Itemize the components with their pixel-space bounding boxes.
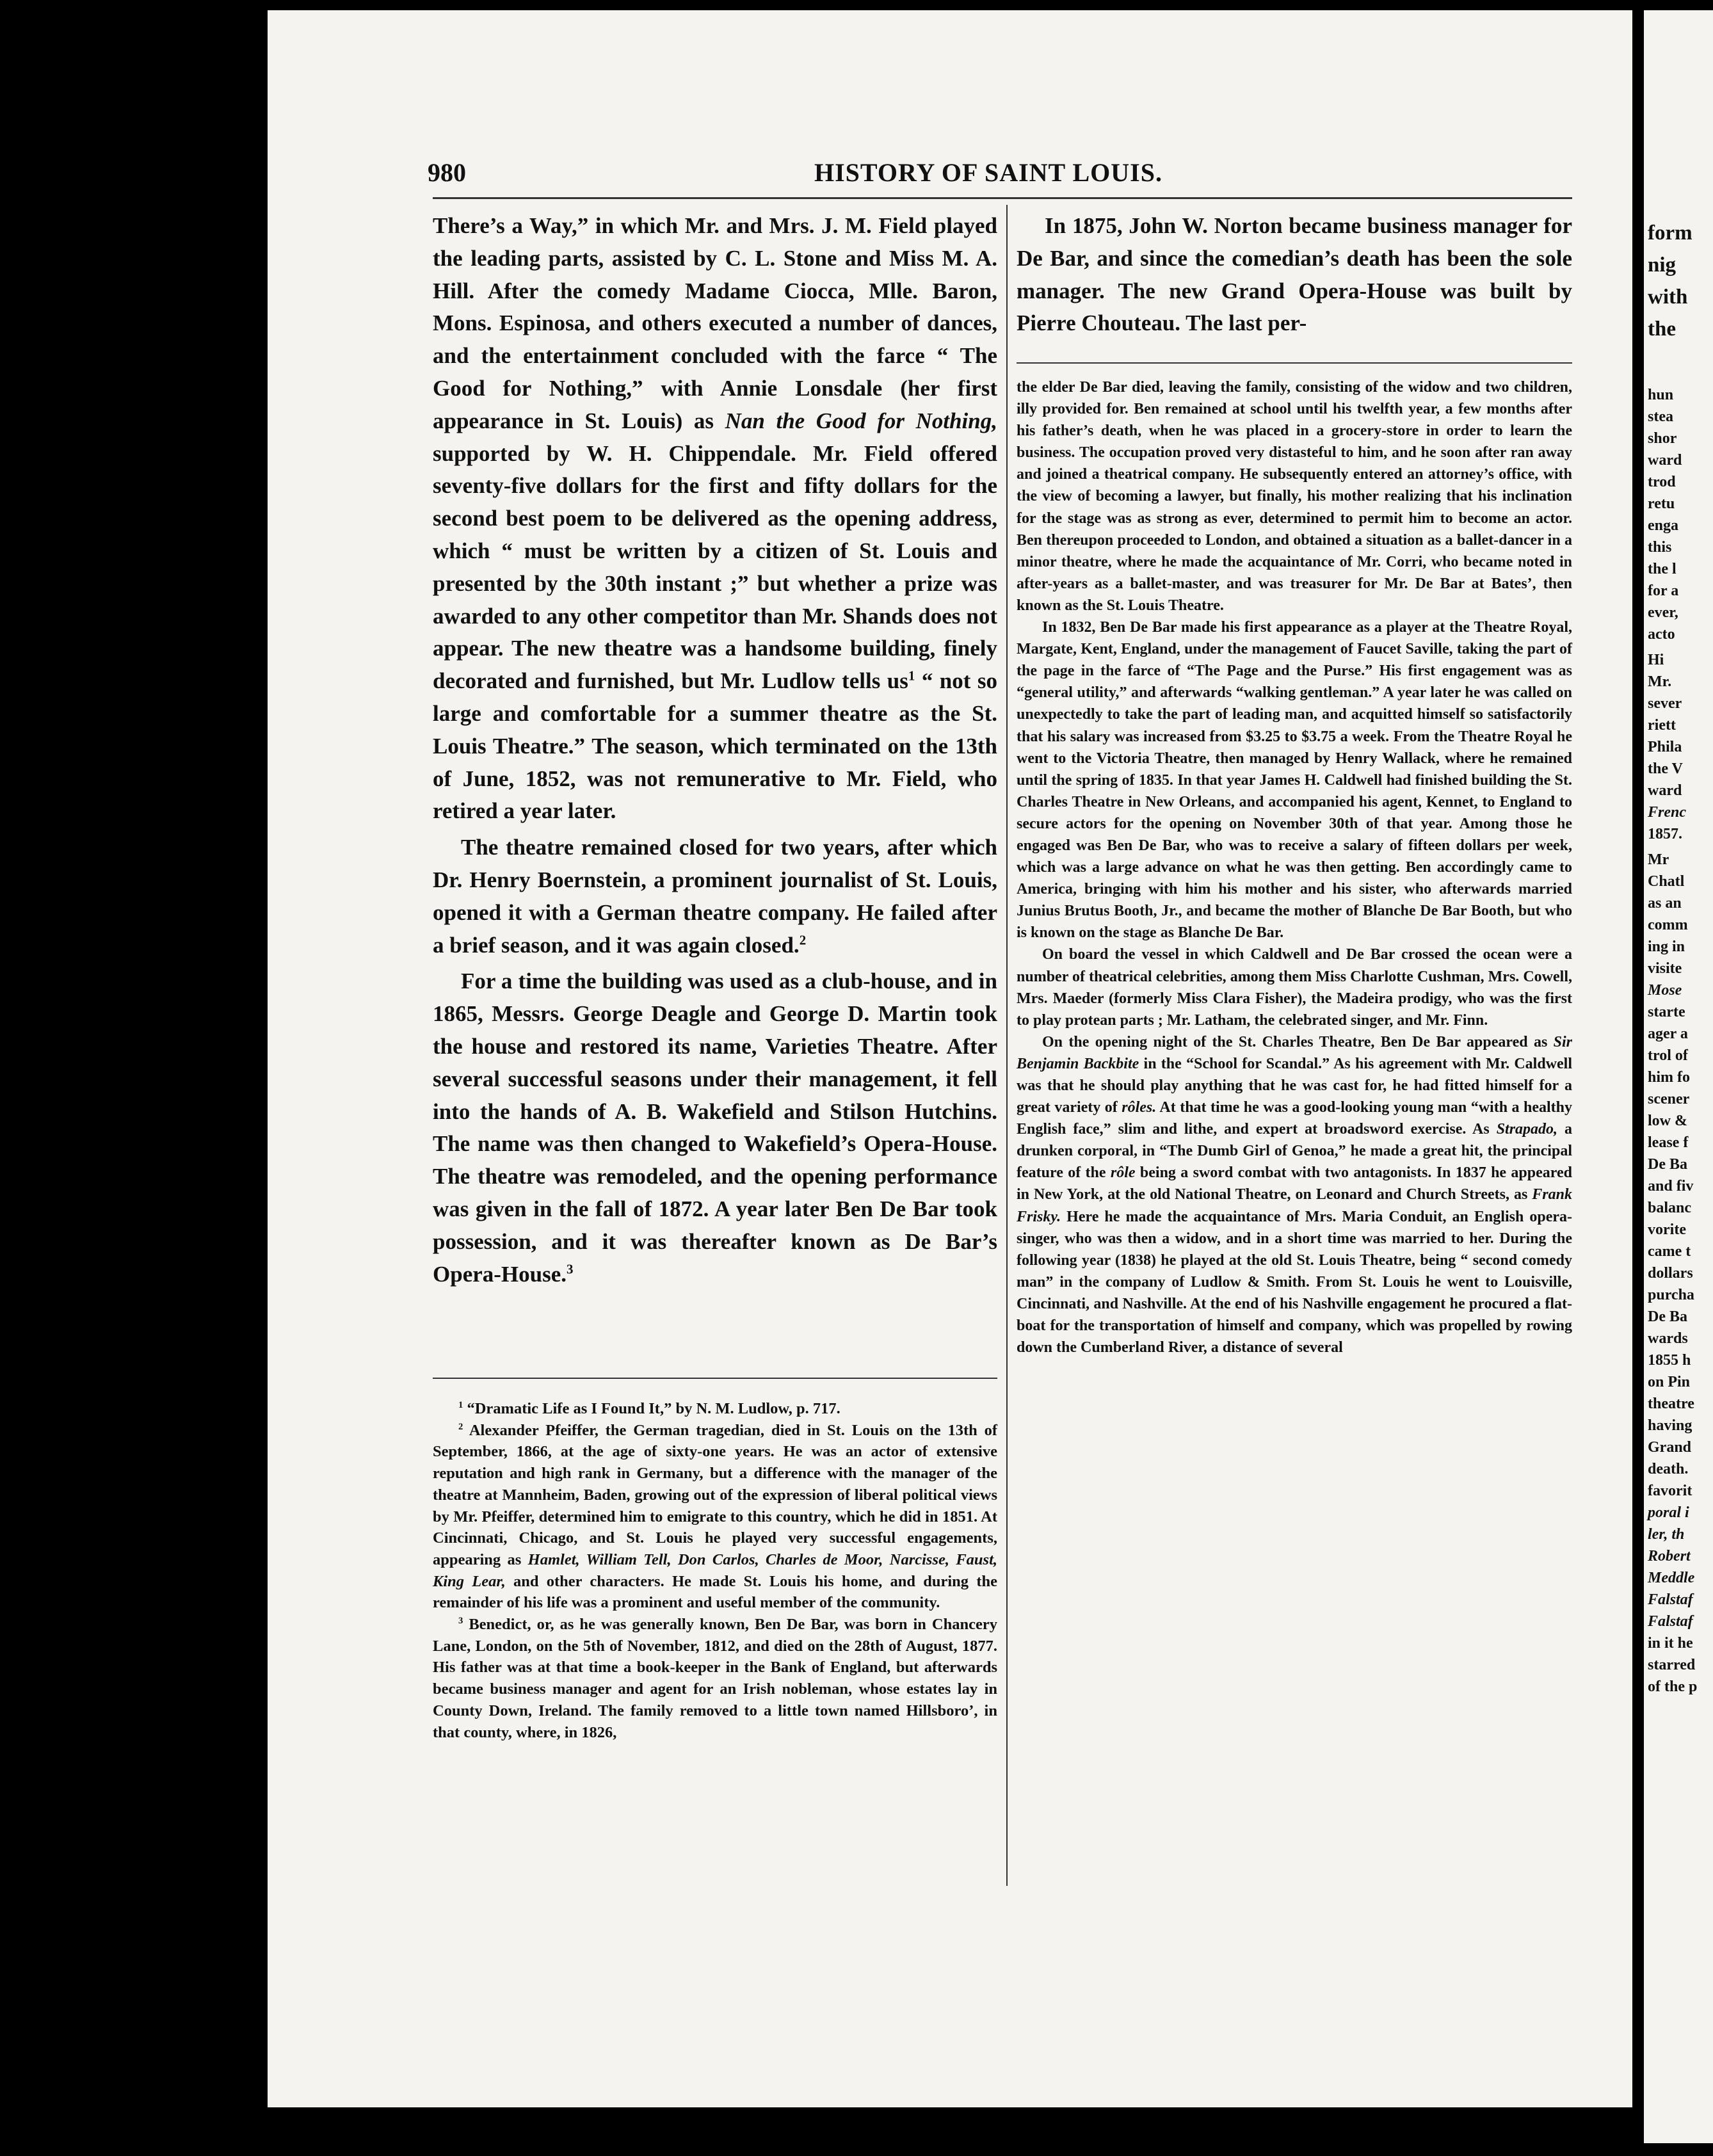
next-page-fragment: ler, th: [1648, 1526, 1685, 1543]
italic-title: Nan the Good for Nothing,: [725, 408, 997, 433]
next-page-fragment: the V: [1648, 760, 1683, 777]
next-page-fragment: Robert: [1648, 1548, 1691, 1565]
footnote-reference: 1: [908, 668, 915, 684]
footnotes-left: [433, 1398, 997, 1743]
next-page-fragment: poral i: [1648, 1504, 1689, 1521]
footnote-mark: 3: [458, 1615, 463, 1626]
text-run: a drunken corporal, in “The Dumb Girl of Genoa,” he made a great hit, the principal feature of the: [1017, 1121, 1573, 1182]
next-page-fragment: Mr.: [1648, 673, 1672, 690]
next-page-fragment: Grand: [1648, 1439, 1692, 1456]
italic-roles: Hamlet, William Tell, Don Carlos, Charles de Moor, Narcisse, Faust, King Lear,: [433, 1550, 998, 1590]
next-page-fragment: Phila: [1648, 739, 1682, 755]
next-page-fragment: theatre: [1648, 1396, 1694, 1412]
right-column-text: [1017, 210, 1572, 340]
paragraph: In 1832, Ben De Bar made his first appearance as a player at the Theatre Royal, Margate, Kent, England, under the management of Faucet Saville, taking the part of the page in the farce of “The Page and the Purse.” His first engagement was as “general utility,” and afterwards “walking gentleman.” A year later he was called on unexpectedly to take the part of leading man, and acquitted himself so satisfactorily that his salary was increased from $3.25 to $3.75 a week. From the Theatre Royal he went to the Victoria Theatre, then managed by Henry Wallack, where he remained until the spring of 1835. In that year James H. Caldwell had finished building the St. Charles Theatre in New Orleans, and accompanied his agent, Kennet, to England to secure actors for the opening on November 30th of that year. Among those he engaged was Ben De Bar, who was to receive a salary of fifteen dollars per week, which was a large advance on what he was then getting. Ben accordingly came to America, bringing with him his mother and his sister, who afterwards married Junius Brutus Booth, Jr., and became the mother of Blanche De Bar Booth, but who is known on the stage as Blanche De Bar.: [1017, 619, 1572, 942]
running-head: HISTORY OF SAINT LOUIS.: [814, 158, 1162, 187]
next-page-fragment: Chatl: [1648, 873, 1685, 890]
next-page-fragment: sever: [1648, 695, 1682, 712]
paragraph: In 1875, John W. Norton became business manager for De Bar, and since the comedian’s death has been the sole manager. The new Grand Opera-House was built by Pierre Chouteau. The last per-: [1017, 213, 1572, 336]
footnote-continuation: [1017, 376, 1572, 1358]
next-page-fragment: 1855 h: [1648, 1352, 1691, 1369]
next-page-fragment: Mose: [1648, 982, 1682, 999]
footnote-2: [433, 1420, 997, 1614]
text-run: For a time the building was used as a club-house, and in 1865, Messrs. George Deagle and George D. Martin took the house and restored its name, Varieties Theatre. After several successful seasons under their management, it fell into the hands of A. B. Wakefield and Stilson Hutchins. The name was then changed to Wakefield’s Opera-House. The theatre was remodeled, and the opening performance was given in the fall of 1872. A year later Ben De Bar took possession, and it was thereafter known as De Bar’s Opera-House.: [433, 969, 997, 1287]
next-page-fragment: trol of: [1648, 1047, 1688, 1064]
next-page-fragment: nig: [1648, 253, 1677, 277]
next-page-fragment: Falstaf: [1648, 1613, 1693, 1630]
next-page-fragment: purcha: [1648, 1287, 1694, 1303]
text-run: “Dramatic Life as I Found It,” by N. M. Ludlow, p. 717.: [463, 1400, 840, 1417]
paragraph: [433, 965, 997, 1291]
next-page-fragment: vorite: [1648, 1221, 1686, 1238]
next-page-fragment: with: [1648, 286, 1688, 309]
next-page-fragment: 1857.: [1648, 826, 1682, 842]
next-page-fragment: hun: [1648, 387, 1674, 403]
next-page-fragment: starte: [1648, 1004, 1685, 1020]
next-page-fragment: death.: [1648, 1461, 1689, 1477]
footnote-mark: 2: [458, 1421, 463, 1432]
next-page-fragment: the l: [1648, 561, 1677, 577]
next-page-fragment: on Pin: [1648, 1374, 1691, 1390]
paragraph: [433, 210, 997, 828]
next-page-fragment: shor: [1648, 430, 1677, 447]
next-page-fragment: riett: [1648, 717, 1676, 734]
next-page-fragment: ever,: [1648, 604, 1678, 621]
next-page-fragment: the: [1648, 318, 1676, 341]
next-page-fragment: starred: [1648, 1657, 1696, 1673]
next-page-fragment: visite: [1648, 960, 1682, 977]
text-run: Benedict, or, as he was generally known, Ben De Bar, was born in Chancery Lane, London, on the 5th of November, 1812, and died on the 28th of August, 1877. His father was at that time a book-keeper in the Bank of England, but afterwards became business manager and agent for an Irish nobleman, whose estates lay in County Down, Ireland. The family removed to a little town named Hillsboro’, in that county, where, in 1826,: [433, 1616, 997, 1741]
text-run: being a sword combat with two antagonists. In 1837 he appeared in New York, at the old National Theatre, on Leonard and Church Streets, as: [1017, 1164, 1572, 1203]
text-run: supported by W. H. Chippendale. Mr. Field offered seventy-five dollars for the first and fifty dollars for the second best poem to be delivered as the opening address, which “ must be written by a citizen of St. Louis and presented by the 30th instant ;” but whether a prize was awarded to any other competitor than Mr. Shands does not appear. The new theatre was a handsome building, finely decorated and furnished, but Mr. Ludlow tells us: [433, 440, 997, 694]
text-run: At that time he was a good-looking young man “with a healthy English face,” slim and lithe, and expert at broadsword exercise. As: [1017, 1099, 1572, 1138]
text-run: Alexander Pfeiffer, the German tragedian, died in St. Louis on the 13th of September, 1866, at the age of sixty-one years. He was an actor of extensive reputation and high rank in Germany, but a difference with the manager of the theatre at Mannheim, Baden, growing out of the expression of liberal political views by Mr. Pfeiffer, determined him to emigrate to this country, which he did in 1851. At Cincinnati, Chicago, and St. Louis he played very successful engagements, appearing as: [433, 1421, 997, 1568]
next-page-fragment: for a: [1648, 583, 1679, 599]
next-page-fragment: De Ba: [1648, 1156, 1687, 1173]
paragraph: the elder De Bar died, leaving the family, consisting of the widow and two children, illy provided for. Ben remained at school until his twelfth year, a few months after his father’s death, when he was placed in a grocery-store in order to learn the business. The occupation proved very distasteful to him, and he soon after ran away and joined a theatrical company. He subsequently entered an attorney’s office, with the view of becoming a lawyer, but finally, his mother realizing that his inclination for the stage was as strong as ever, determined to permit him to become an actor. Ben thereupon proceeded to London, and obtained a situation as a ballet-dancer in a minor theatre, where he made the acquaintance of Mr. Corri, who became noted in after-years as a ballet-master, and was treasurer for Mr. De Bar at Bates’, then known as the St. Louis Theatre.: [1017, 379, 1572, 614]
next-page-fragment: him fo: [1648, 1069, 1690, 1086]
next-page-fragment: stea: [1648, 408, 1673, 425]
footnote-reference: 3: [567, 1260, 574, 1276]
next-page-fragment: form: [1648, 221, 1693, 245]
footnote-rule-left: [433, 1378, 997, 1379]
next-page-fragment: ager a: [1648, 1026, 1688, 1042]
footnote-rule-right: [1017, 362, 1572, 364]
italic-role: Frank Frisky.: [1017, 1186, 1572, 1225]
footnote-3: [433, 1614, 997, 1743]
next-page-edge: [1644, 10, 1713, 2143]
page-number: 980: [428, 158, 466, 187]
footnote-reference: 2: [799, 931, 807, 947]
text-run: in the “School for Scandal.” As his agreement with Mr. Caldwell was that he should play anything that he was cast for, he had fitted himself for a great variety of: [1017, 1055, 1572, 1116]
next-page-fragment: having: [1648, 1417, 1693, 1434]
footnote-1: [433, 1398, 997, 1420]
column-divider: [1006, 205, 1008, 1886]
text-run: The theatre remained closed for two years, after which Dr. Henry Boernstein, a prominent journalist of St. Louis, opened it with a German theatre company. He failed after a brief season, and it was again closed.: [433, 835, 997, 958]
text-run: On the opening night of the St. Charles Theatre, Ben De Bar appeared as: [1042, 1033, 1554, 1050]
next-page-fragment: low &: [1648, 1113, 1687, 1129]
next-page-fragment: Meddle: [1648, 1570, 1695, 1586]
next-page-fragment: Hi: [1648, 652, 1664, 668]
italic-role: Sir Benjamin Backbite: [1017, 1033, 1572, 1072]
next-page-fragment: scener: [1648, 1091, 1690, 1107]
next-page-fragment: ing in: [1648, 938, 1685, 955]
next-page-fragment: trod: [1648, 474, 1676, 490]
next-page-fragment: Falstaf: [1648, 1591, 1693, 1608]
italic-word: rôle: [1110, 1164, 1136, 1182]
next-page-fragment: favorit: [1648, 1483, 1693, 1499]
next-page-fragment: this: [1648, 539, 1672, 556]
header-rule: [433, 197, 1572, 199]
next-page-fragment: Frenc: [1648, 804, 1686, 821]
next-page-fragment: dollars: [1648, 1265, 1693, 1282]
italic-word: rôles.: [1122, 1099, 1157, 1116]
next-page-fragment: lease f: [1648, 1134, 1689, 1151]
text-run: There’s a Way,” in which Mr. and Mrs. J. M. Field played the leading parts, assisted by C. L. Stone and Miss M. A. Hill. After the comedy Madame Ciocca, Mlle. Baron, Mons. Espinosa, and others executed a number of dances, and the entertainment concluded with the farce “ The Good for Nothing,” with Annie Lonsdale (her first appearance in St. Louis) as: [433, 213, 997, 433]
next-page-fragment: wards: [1648, 1330, 1688, 1347]
next-page-fragment: De Ba: [1648, 1308, 1687, 1325]
footnote-mark: 1: [458, 1399, 463, 1410]
next-page-fragment: acto: [1648, 626, 1675, 643]
next-page-fragment: Mr: [1648, 851, 1669, 868]
next-page-fragment: in it he: [1648, 1635, 1693, 1652]
text-run: “ not so large and comfortable for a summer theatre as the St. Louis Theatre.” The season, which terminated on the 13th of June, 1852, was not remunerative to Mr. Field, who retired a year later.: [433, 668, 997, 824]
next-page-fragment: ward: [1648, 452, 1682, 469]
next-page-fragment: balanc: [1648, 1200, 1692, 1216]
next-page-fragment: as an: [1648, 895, 1682, 912]
paragraph: [1017, 1031, 1572, 1358]
paragraph: [433, 832, 997, 961]
next-page-fragment: of the p: [1648, 1678, 1698, 1695]
paragraph: On board the vessel in which Caldwell and De Bar crossed the ocean were a number of theatrical celebrities, among them Miss Charlotte Cushman, Mrs. Cowell, Mrs. Maeder (formerly Miss Clara Fisher), the Madeira prodigy, who was the first to play protean parts ; Mr. Latham, the celebrated singer, and Mr. Finn.: [1017, 946, 1572, 1029]
next-page-fragment: and fiv: [1648, 1178, 1694, 1195]
next-page-fragment: came t: [1648, 1243, 1691, 1260]
next-page-fragment: comm: [1648, 917, 1688, 933]
left-column-text: [433, 210, 997, 1291]
text-run: Here he made the acquaintance of Mrs. Maria Conduit, an English opera-singer, who was then a widow, and in a short time was married to her. During the following year (1838) he played at the old St. Louis Theatre, being “ second comedy man” in the company of Ludlow & Smith. From St. Louis he went to Louisville, Cincinnati, and Nashville. At the end of his Nashville engagement he procured a flat-boat for the transportation of himself and company, which was propelled by rowing down the Cumberland River, a distance of several: [1017, 1208, 1572, 1356]
next-page-fragment: ward: [1648, 782, 1682, 799]
next-page-fragment: enga: [1648, 517, 1678, 534]
next-page-fragment: retu: [1648, 495, 1675, 512]
italic-role: Strapado,: [1496, 1121, 1558, 1138]
text-run: and other characters. He made St. Louis his home, and during the remainder of his life was a prominent and useful member of the community.: [433, 1572, 997, 1612]
